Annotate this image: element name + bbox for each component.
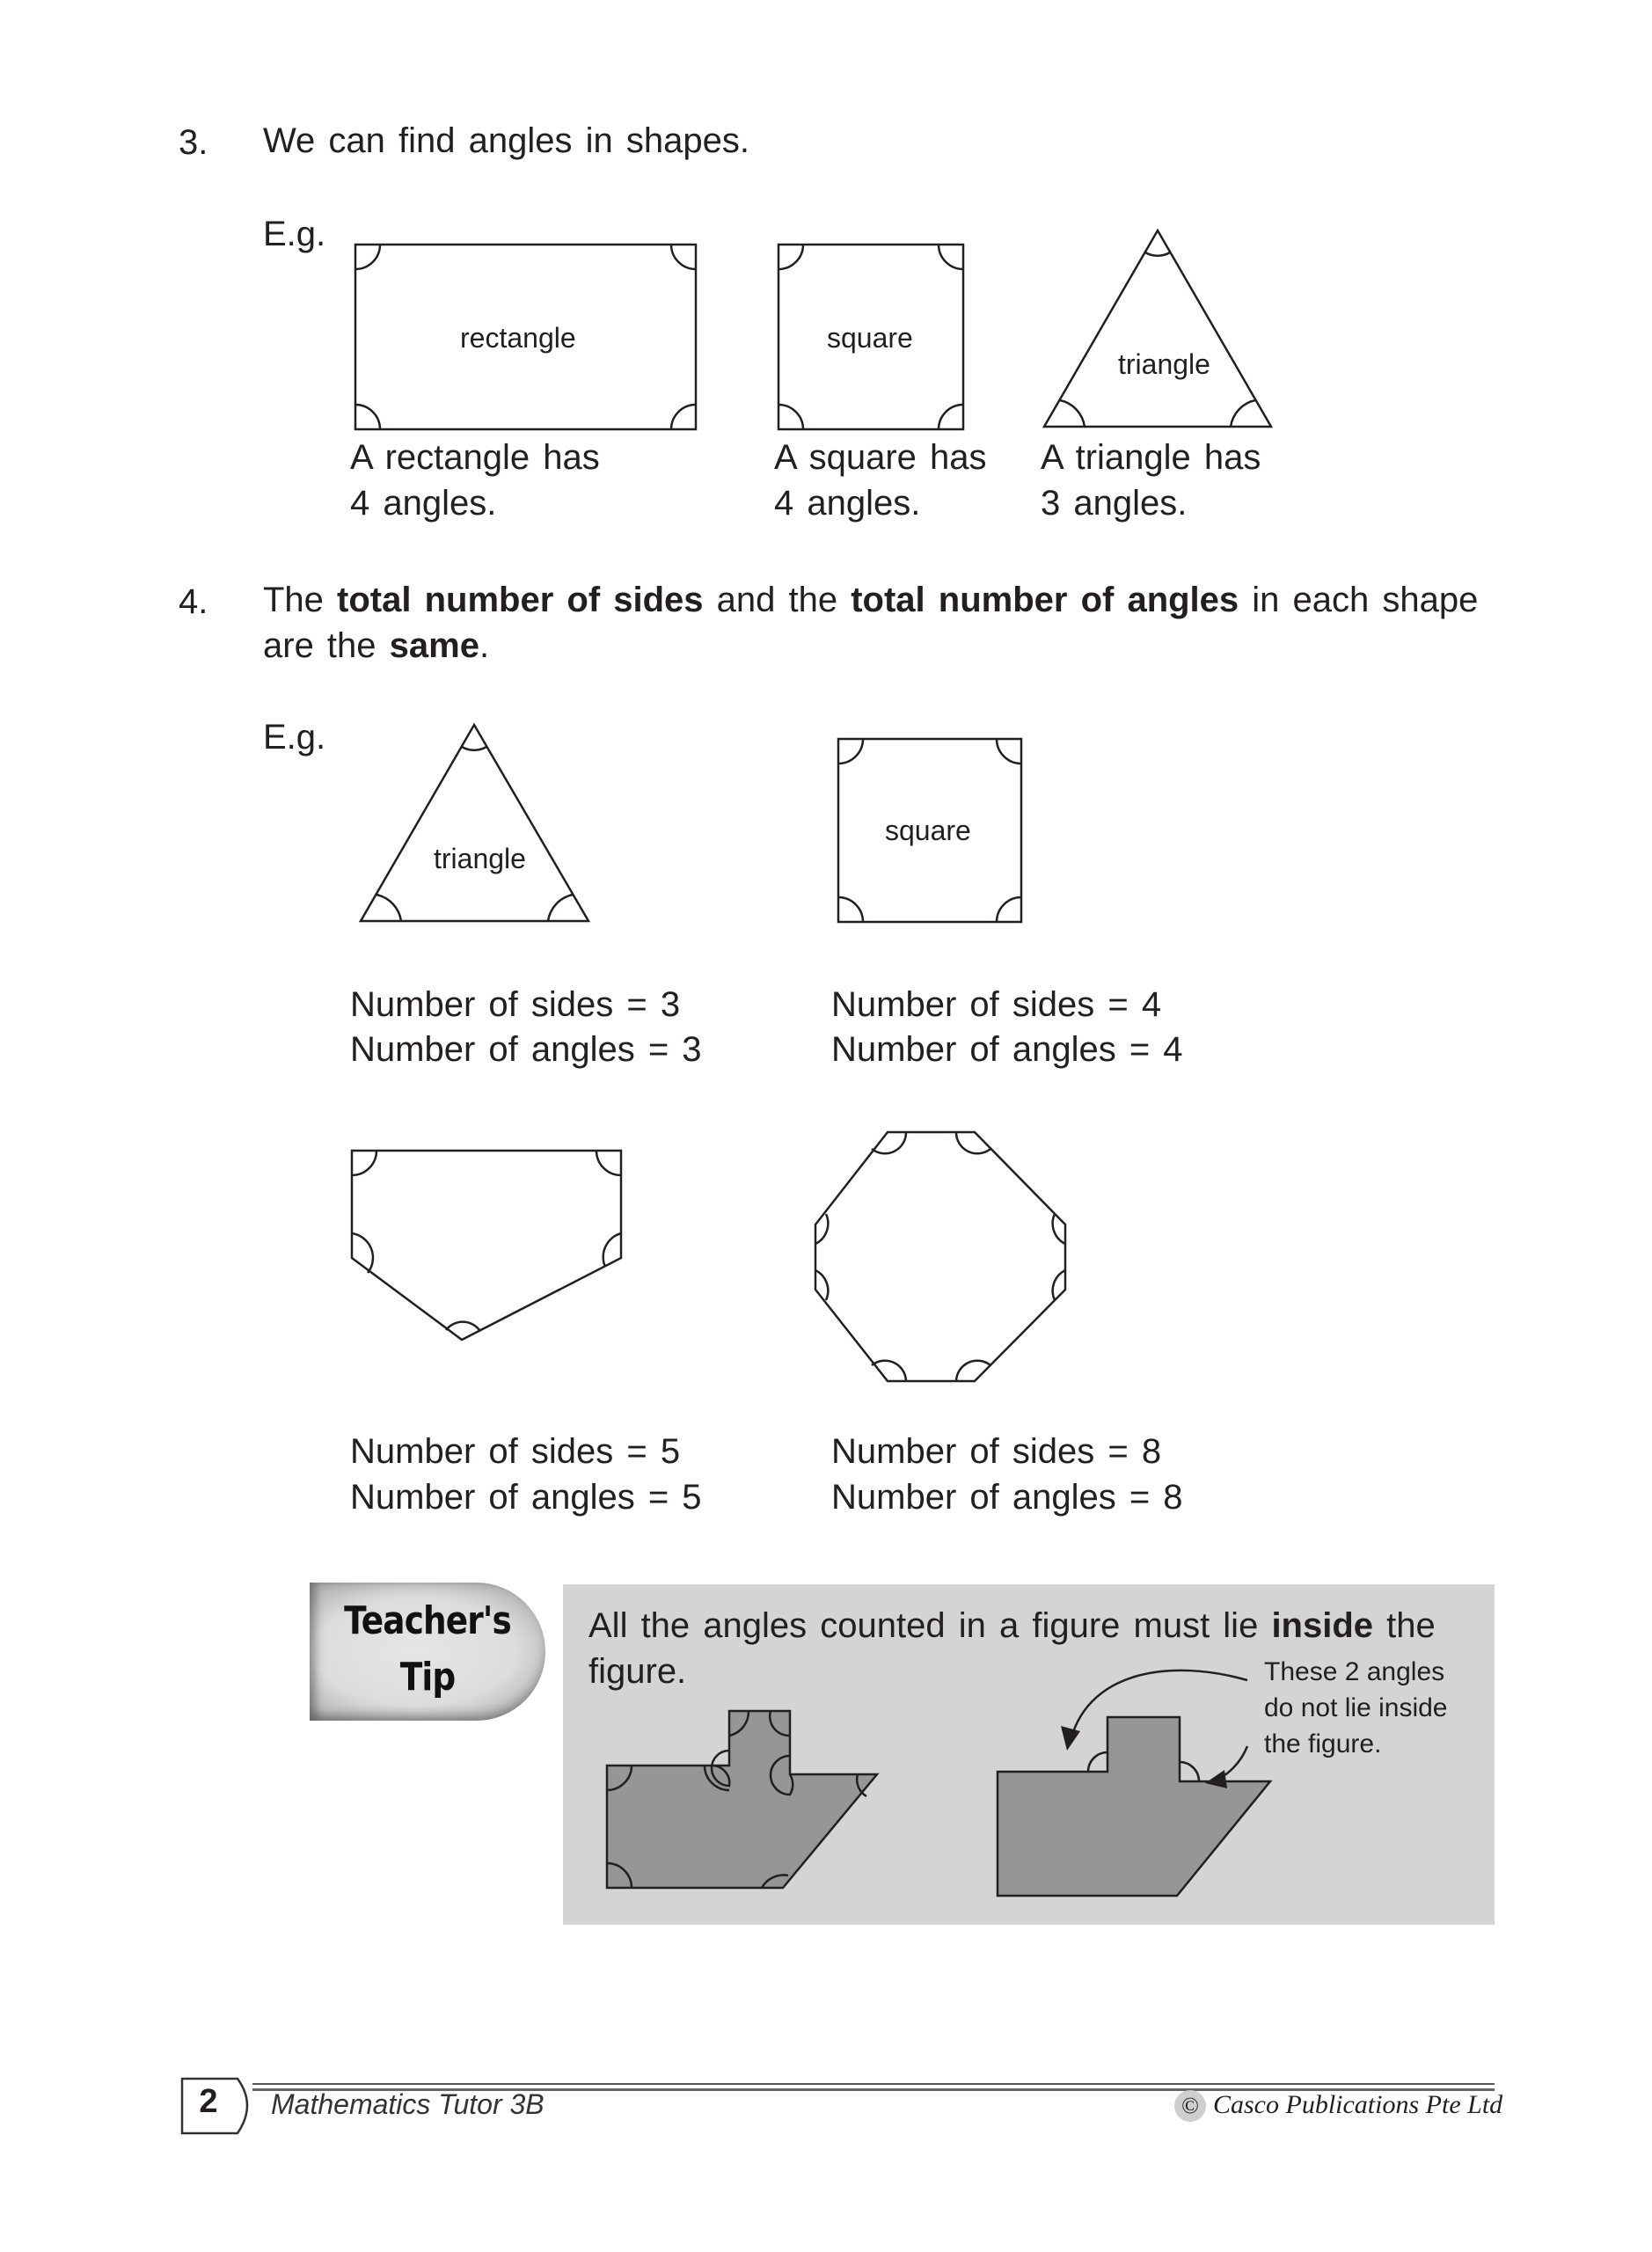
square-label: square <box>827 322 913 354</box>
annotation-line1: These 2 angles <box>1264 1657 1445 1686</box>
text-run: the <box>1373 1606 1436 1645</box>
text-run: in each shape <box>1239 581 1479 619</box>
tip-text-line2: figure. <box>588 1652 687 1691</box>
square-caption-line2: 4 angles. <box>774 484 921 523</box>
square-2-label: square <box>885 815 971 846</box>
text-run: The <box>263 581 338 619</box>
publisher-name: Casco Publications Pte Ltd <box>1213 2090 1503 2119</box>
text-run: . <box>479 626 490 665</box>
book-title: Mathematics Tutor 3B <box>271 2088 545 2120</box>
triangle-2-label: triangle <box>434 843 526 874</box>
eg-label-3: E.g. <box>263 215 326 253</box>
octagon-sides-count: Number of sides = 8 <box>831 1432 1162 1471</box>
copyright-icon: © <box>1174 2090 1206 2122</box>
triangle-sides-count: Number of sides = 3 <box>350 985 681 1024</box>
annotation-line2: do not lie inside <box>1264 1693 1448 1722</box>
square-angles-count: Number of angles = 4 <box>831 1030 1183 1069</box>
pentagon-angles-count: Number of angles = 5 <box>350 1478 702 1517</box>
emphasis-inside: inside <box>1271 1606 1374 1645</box>
triangle-label: triangle <box>1118 348 1210 380</box>
text-run: All the angles counted in a figure must lie <box>588 1606 1272 1645</box>
square-caption-line1: A square has <box>774 438 987 477</box>
tip-badge-line2: Tip <box>399 1655 456 1700</box>
item-number-4: 4. <box>179 582 208 621</box>
triangle-caption-line2: 3 angles. <box>1041 484 1188 523</box>
page-number: 2 <box>199 2083 218 2120</box>
octagon-angles-count: Number of angles = 8 <box>831 1478 1183 1517</box>
item-number-3: 3. <box>179 123 208 162</box>
text-run: and the <box>703 581 852 619</box>
rectangle-caption-line1: A rectangle has <box>350 438 600 477</box>
emphasis-total-angles: total number of angles <box>851 581 1239 619</box>
section3-statement: We can find angles in shapes. <box>263 121 749 160</box>
annotation-line3: the figure. <box>1264 1729 1382 1758</box>
rectangle-label: rectangle <box>460 322 576 354</box>
triangle-caption-line1: A triangle has <box>1041 438 1261 477</box>
pentagon-sides-count: Number of sides = 5 <box>350 1432 681 1471</box>
text-run: are the <box>263 626 390 665</box>
copyright-notice <box>1174 2090 1502 2122</box>
emphasis-same: same <box>389 626 479 665</box>
square-sides-count: Number of sides = 4 <box>831 985 1162 1024</box>
triangle-angles-count: Number of angles = 3 <box>350 1030 702 1069</box>
tip-badge-line1: Teacher's <box>344 1598 511 1643</box>
eg-label-4: E.g. <box>263 718 326 757</box>
rectangle-caption-line2: 4 angles. <box>350 484 497 523</box>
emphasis-total-sides: total number of sides <box>337 581 704 619</box>
